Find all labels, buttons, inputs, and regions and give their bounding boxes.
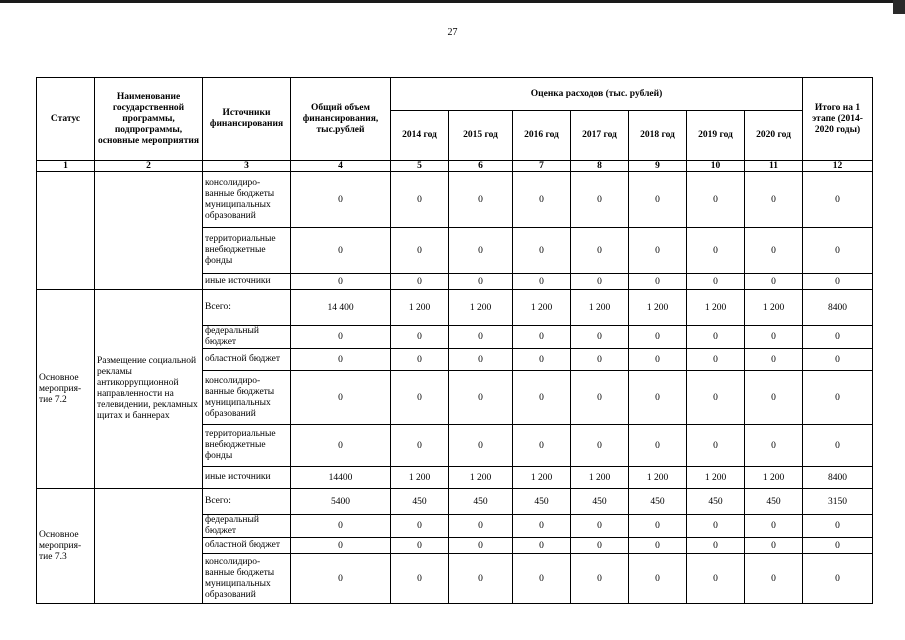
- funding-source-cell: областной бюджет: [203, 538, 291, 554]
- value-cell: 1 200: [571, 290, 629, 326]
- value-cell: 0: [571, 371, 629, 425]
- value-cell: 0: [803, 326, 873, 349]
- value-cell: 0: [745, 274, 803, 290]
- value-cell: 450: [449, 489, 513, 515]
- value-cell: 0: [629, 554, 687, 604]
- value-cell: 0: [803, 172, 873, 228]
- value-cell: 0: [629, 228, 687, 274]
- column-number: 7: [513, 161, 571, 172]
- column-number: 4: [291, 161, 391, 172]
- value-cell: 1 200: [571, 467, 629, 489]
- value-cell: 0: [513, 274, 571, 290]
- value-cell: 0: [513, 515, 571, 538]
- value-cell: 0: [687, 554, 745, 604]
- value-cell: 0: [745, 515, 803, 538]
- value-cell: 0: [571, 349, 629, 371]
- value-cell: 0: [391, 425, 449, 467]
- funding-source-cell: территориальные внебюджетные фонды: [203, 228, 291, 274]
- value-cell: 0: [291, 172, 391, 228]
- value-cell: 0: [629, 349, 687, 371]
- value-cell: 0: [687, 172, 745, 228]
- value-cell: 0: [291, 371, 391, 425]
- header-year: 2017 год: [571, 111, 629, 161]
- value-cell: 450: [687, 489, 745, 515]
- value-cell: 0: [687, 228, 745, 274]
- value-cell: 0: [571, 326, 629, 349]
- value-cell: 0: [687, 371, 745, 425]
- value-cell: 0: [629, 172, 687, 228]
- value-cell: 0: [449, 515, 513, 538]
- value-cell: 0: [571, 172, 629, 228]
- value-cell: 0: [571, 228, 629, 274]
- value-cell: 1 200: [513, 290, 571, 326]
- header-year: 2020 год: [745, 111, 803, 161]
- value-cell: 0: [291, 349, 391, 371]
- value-cell: 8400: [803, 290, 873, 326]
- value-cell: 0: [291, 326, 391, 349]
- header-year: 2015 год: [449, 111, 513, 161]
- scan-edge-top: [0, 0, 905, 3]
- column-number: 1: [37, 161, 95, 172]
- header-total: Общий объем финансирования, тыс.рублей: [291, 78, 391, 161]
- value-cell: 0: [449, 371, 513, 425]
- header-status: Статус: [37, 78, 95, 161]
- table-row: [37, 172, 873, 228]
- value-cell: 0: [513, 425, 571, 467]
- value-cell: 0: [629, 538, 687, 554]
- value-cell: 1 200: [687, 467, 745, 489]
- value-cell: 0: [571, 274, 629, 290]
- value-cell: 0: [745, 228, 803, 274]
- value-cell: 0: [391, 274, 449, 290]
- value-cell: 0: [687, 274, 745, 290]
- value-cell: 3150: [803, 489, 873, 515]
- value-cell: 1 200: [629, 290, 687, 326]
- value-cell: 0: [513, 228, 571, 274]
- column-number: 2: [95, 161, 203, 172]
- value-cell: 450: [745, 489, 803, 515]
- value-cell: 1 200: [449, 290, 513, 326]
- value-cell: 0: [745, 172, 803, 228]
- value-cell: 0: [391, 538, 449, 554]
- column-number-row: [37, 161, 873, 172]
- value-cell: 0: [571, 425, 629, 467]
- value-cell: 0: [513, 349, 571, 371]
- value-cell: 0: [803, 274, 873, 290]
- measure-name-cell: [95, 172, 203, 290]
- value-cell: 0: [629, 371, 687, 425]
- funding-source-cell: областной бюджет: [203, 349, 291, 371]
- value-cell: 0: [513, 172, 571, 228]
- funding-source-cell: иные источники: [203, 274, 291, 290]
- header-year: 2016 год: [513, 111, 571, 161]
- funding-source-cell: территориальные внебюджетные фонды: [203, 425, 291, 467]
- value-cell: 0: [391, 371, 449, 425]
- value-cell: 0: [803, 371, 873, 425]
- funding-source-cell: Всего:: [203, 489, 291, 515]
- funding-source-cell: федеральный бюджет: [203, 515, 291, 538]
- value-cell: 0: [291, 274, 391, 290]
- value-cell: 0: [291, 554, 391, 604]
- table-body: [37, 172, 873, 604]
- page-number: 27: [447, 27, 458, 38]
- value-cell: 0: [391, 172, 449, 228]
- value-cell: 0: [571, 554, 629, 604]
- value-cell: 1 200: [391, 290, 449, 326]
- funding-source-cell: Всего:: [203, 290, 291, 326]
- header-stage-total: Итого на 1 этапе (2014-2020 годы): [803, 78, 873, 161]
- value-cell: 1 200: [687, 290, 745, 326]
- value-cell: 0: [391, 554, 449, 604]
- header-name: Наименование государственной программы, подпрограммы, основные мероприятия: [95, 78, 203, 161]
- value-cell: 0: [513, 538, 571, 554]
- value-cell: 0: [391, 326, 449, 349]
- value-cell: 0: [391, 349, 449, 371]
- value-cell: 14400: [291, 467, 391, 489]
- value-cell: 0: [745, 538, 803, 554]
- header-year: 2019 год: [687, 111, 745, 161]
- value-cell: 0: [449, 228, 513, 274]
- value-cell: 0: [291, 425, 391, 467]
- value-cell: 0: [803, 228, 873, 274]
- value-cell: 0: [291, 228, 391, 274]
- scan-edge-corner: [893, 0, 905, 14]
- status-cell: Основное мероприя-тие 7.3: [37, 489, 95, 604]
- header-year: 2014 год: [391, 111, 449, 161]
- table-row: [37, 290, 873, 326]
- value-cell: 0: [629, 425, 687, 467]
- value-cell: 1 200: [513, 467, 571, 489]
- status-cell: Основное мероприя-тие 7.2: [37, 290, 95, 489]
- value-cell: 0: [629, 326, 687, 349]
- value-cell: 1 200: [629, 467, 687, 489]
- value-cell: 0: [571, 538, 629, 554]
- value-cell: 0: [745, 425, 803, 467]
- value-cell: 5400: [291, 489, 391, 515]
- value-cell: 0: [449, 274, 513, 290]
- value-cell: 8400: [803, 467, 873, 489]
- value-cell: 0: [687, 515, 745, 538]
- value-cell: 0: [449, 326, 513, 349]
- column-number: 12: [803, 161, 873, 172]
- value-cell: 1 200: [745, 290, 803, 326]
- column-number: 10: [687, 161, 745, 172]
- value-cell: 0: [745, 371, 803, 425]
- value-cell: 0: [745, 554, 803, 604]
- value-cell: 0: [745, 349, 803, 371]
- value-cell: 0: [803, 515, 873, 538]
- value-cell: 0: [291, 538, 391, 554]
- value-cell: 450: [571, 489, 629, 515]
- value-cell: 0: [391, 515, 449, 538]
- value-cell: 0: [449, 425, 513, 467]
- value-cell: 450: [391, 489, 449, 515]
- value-cell: 450: [629, 489, 687, 515]
- header-estimate: Оценка расходов (тыс. рублей): [391, 78, 803, 111]
- value-cell: 14 400: [291, 290, 391, 326]
- table-row: [37, 489, 873, 515]
- column-number: 8: [571, 161, 629, 172]
- value-cell: 1 200: [391, 467, 449, 489]
- value-cell: 0: [687, 326, 745, 349]
- value-cell: 0: [745, 326, 803, 349]
- value-cell: 0: [291, 515, 391, 538]
- value-cell: 0: [391, 228, 449, 274]
- value-cell: 0: [803, 425, 873, 467]
- value-cell: 0: [449, 349, 513, 371]
- value-cell: 0: [449, 538, 513, 554]
- funding-source-cell: консолидиро-ванные бюджеты муниципальных образований: [203, 554, 291, 604]
- status-cell: [37, 172, 95, 290]
- value-cell: 0: [629, 274, 687, 290]
- funding-source-cell: консолидиро-ванные бюджеты муниципальных образований: [203, 371, 291, 425]
- value-cell: 0: [803, 538, 873, 554]
- funding-source-cell: консолидиро-ванные бюджеты муниципальных образований: [203, 172, 291, 228]
- header-year: 2018 год: [629, 111, 687, 161]
- column-number: 9: [629, 161, 687, 172]
- measure-name-cell: Размещение социальной рекламы антикоррупционной направленности на телевидении, рекламных щитах и баннерах: [95, 290, 203, 489]
- measure-name-cell: [95, 489, 203, 604]
- value-cell: 0: [449, 172, 513, 228]
- value-cell: 0: [629, 515, 687, 538]
- value-cell: 0: [513, 326, 571, 349]
- funding-source-cell: федеральный бюджет: [203, 326, 291, 349]
- financing-table: [36, 77, 873, 604]
- value-cell: 0: [571, 515, 629, 538]
- value-cell: 0: [803, 554, 873, 604]
- column-number: 6: [449, 161, 513, 172]
- value-cell: 1 200: [449, 467, 513, 489]
- funding-source-cell: иные источники: [203, 467, 291, 489]
- value-cell: 0: [513, 554, 571, 604]
- value-cell: 1 200: [745, 467, 803, 489]
- column-number: 5: [391, 161, 449, 172]
- value-cell: 0: [687, 538, 745, 554]
- column-number: 3: [203, 161, 291, 172]
- value-cell: 0: [449, 554, 513, 604]
- value-cell: 0: [803, 349, 873, 371]
- column-number: 11: [745, 161, 803, 172]
- value-cell: 450: [513, 489, 571, 515]
- value-cell: 0: [687, 349, 745, 371]
- value-cell: 0: [513, 371, 571, 425]
- header-sources: Источники финансирования: [203, 78, 291, 161]
- value-cell: 0: [687, 425, 745, 467]
